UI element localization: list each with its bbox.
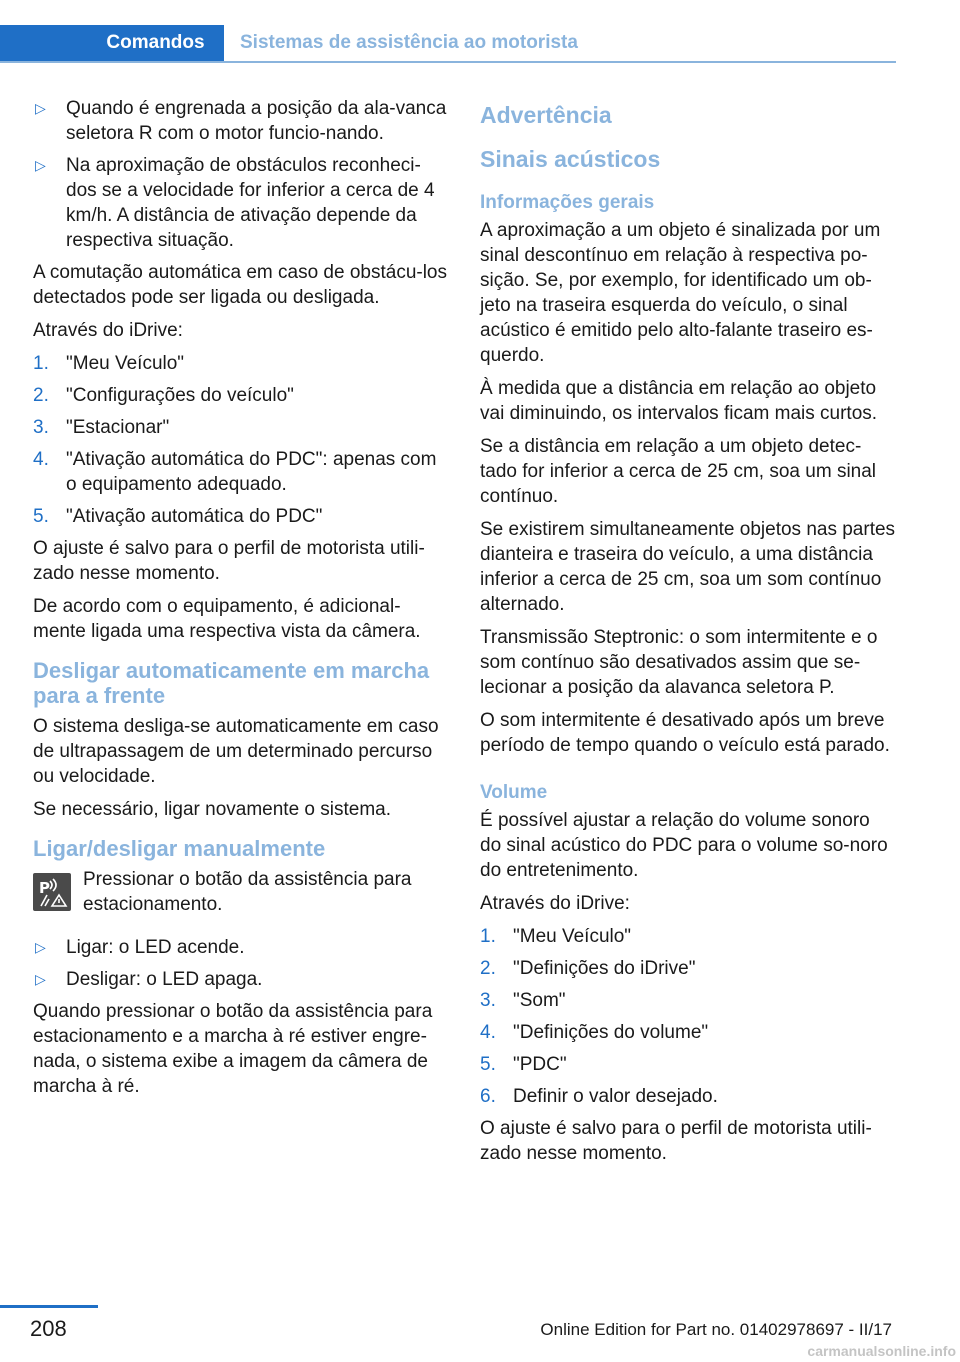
triangle-bullet-icon: ▷	[35, 100, 46, 116]
list-item: 1. "Meu Veículo"	[33, 353, 185, 374]
footer-accent-line	[0, 1305, 98, 1308]
paragraph: Se a distância em relação a um objeto detec-tado for inferior a cerca de 25 cm, soa um sinal contínuo.	[480, 436, 877, 507]
list-item: ▷ Na aproximação de obstáculos reconheci-dos se a velocidade for inferior a cerca de 4 km/h. A distância de ativação depende da respectiva situação.	[35, 155, 435, 251]
icon-description: Pressionar o botão da assistência para estacionamento.	[83, 869, 412, 915]
page-number: 208	[30, 1316, 67, 1341]
paragraph: Se necessário, ligar novamente o sistema.	[33, 799, 392, 820]
page-header	[0, 25, 896, 63]
subsection-heading: Volume	[480, 782, 548, 803]
paragraph: Através do iDrive:	[33, 320, 183, 341]
edition-info: Online Edition for Part no. 01402978697 - II/17	[540, 1320, 892, 1339]
header-chapter-title: Sistemas de assistência ao motorista	[240, 32, 578, 53]
header-section-title: Comandos	[87, 25, 224, 61]
left-column	[33, 96, 449, 1107]
section-title: Sinais acústicos	[480, 146, 661, 172]
list-item: 2. "Definições do iDrive"	[480, 958, 696, 979]
paragraph: De acordo com o equipamento, é adicional-mente ligada uma respectiva vista da câmera.	[33, 596, 421, 642]
watermark: carmanualsonline.info	[807, 1343, 956, 1359]
list-item: 6. Definir o valor desejado.	[480, 1086, 718, 1107]
paragraph: À medida que a distância em relação ao objeto vai diminuindo, os intervalos ficam mais curtos.	[480, 378, 878, 424]
volume-steps-list	[480, 924, 896, 1109]
park-assist-instruction	[33, 867, 449, 919]
list-item: ▷ Ligar: o LED acende.	[35, 937, 245, 958]
led-status-list	[33, 935, 449, 992]
svg-text:P: P	[39, 879, 50, 897]
activation-conditions-list	[33, 96, 449, 253]
paragraph: O ajuste é salvo para o perfil de motorista utili-zado nesse momento.	[480, 1118, 872, 1164]
paragraph: O ajuste é salvo para o perfil de motorista utili-zado nesse momento.	[33, 538, 425, 584]
paragraph: É possível ajustar a relação do volume sonoro do sinal acústico do PDC para o volume so-noro do entretenimento.	[480, 810, 888, 881]
park-assist-button-icon	[33, 873, 71, 911]
list-item: 4. "Definições do volume"	[480, 1022, 709, 1043]
triangle-bullet-icon: ▷	[35, 157, 46, 173]
triangle-bullet-icon: ▷	[35, 939, 46, 955]
section-title: Advertência	[480, 102, 612, 128]
section-heading: Desligar automaticamente em marcha para a frente	[33, 658, 430, 708]
list-item: 5. "PDC"	[480, 1054, 567, 1075]
paragraph: O sistema desliga-se automaticamente em caso de ultrapassagem de um determinado percurso ou velocidade.	[33, 716, 439, 787]
header-accent-bar	[0, 25, 87, 61]
paragraph: Se existirem simultaneamente objetos nas partes dianteira e traseira do veículo, a uma distância inferior a cerca de 25 cm, soa um som contínuo alternado.	[480, 519, 896, 615]
paragraph: A aproximação a um objeto é sinalizada por um sinal descontínuo em relação à respectiva po-sição. Se, por exemplo, for identificado um ob-jeto na traseira esquerda do veículo, o sinal acústico é emitido pelo alto-falante traseiro es-querdo.	[480, 220, 881, 366]
right-column	[480, 96, 896, 1174]
triangle-bullet-icon: ▷	[35, 971, 46, 987]
paragraph: Através do iDrive:	[480, 893, 630, 914]
list-item: 3. "Som"	[480, 990, 566, 1011]
section-heading: Ligar/desligar manualmente	[33, 836, 326, 861]
list-item: 3. "Estacionar"	[33, 417, 170, 438]
list-item: ▷ Desligar: o LED apaga.	[35, 969, 263, 990]
paragraph: Transmissão Steptronic: o som intermitente e o som contínuo são desativados assim que se-lecionar a posição da alavanca seletora P.	[480, 627, 878, 698]
list-item: ▷ Quando é engrenada a posição da ala-vanca seletora R com o motor funcio-nando.	[35, 98, 447, 144]
list-item: 1. "Meu Veículo"	[480, 926, 632, 947]
idrive-steps-list	[33, 351, 449, 529]
list-item: 5. "Ativação automática do PDC"	[33, 506, 323, 527]
list-item: 2. "Configurações do veículo"	[33, 385, 294, 406]
paragraph: O som intermitente é desativado após um breve período de tempo quando o veículo está parado.	[480, 710, 890, 756]
subsection-heading: Informações gerais	[480, 192, 655, 213]
paragraph: A comutação automática em caso de obstácu-los detectados pode ser ligada ou desligada.	[33, 262, 448, 308]
list-item: 4. "Ativação automática do PDC": apenas com o equipamento adequado.	[33, 449, 437, 495]
paragraph: Quando pressionar o botão da assistência para estacionamento e a marcha à ré estiver engre-nada, o sistema exibe a imagem da câmera de marcha à ré.	[33, 1001, 433, 1097]
